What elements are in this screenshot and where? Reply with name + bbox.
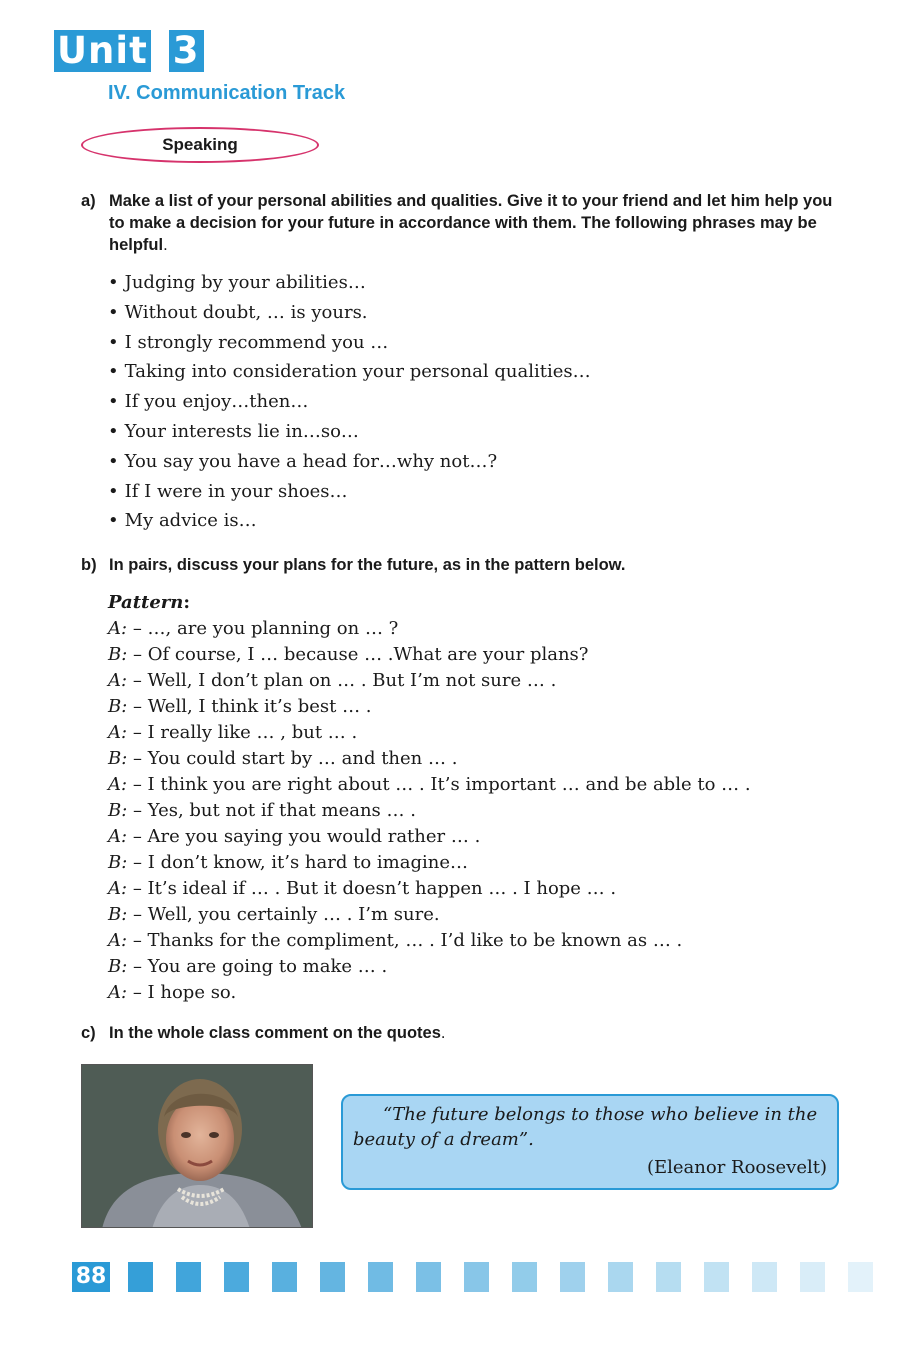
page-number: 88 — [72, 1262, 110, 1292]
dialogue-line — [108, 746, 751, 772]
decorative-square — [416, 1262, 441, 1292]
speaker-label: A: — [108, 826, 128, 847]
unit-title — [54, 30, 204, 72]
speaker-label: B: — [108, 852, 128, 873]
list-item: • Taking into consideration your personal qualities… — [108, 357, 591, 387]
dialogue-line — [108, 954, 751, 980]
speaker-label: B: — [108, 644, 128, 665]
dialogue-text: – I really like … , but … . — [132, 722, 358, 743]
quote-text: “The future belongs to those who believe in the beauty of a dream”. — [353, 1104, 818, 1150]
section-title: IV. Communication Track — [108, 82, 346, 104]
speaker-label: B: — [108, 956, 128, 977]
task-c — [81, 1022, 851, 1044]
unit-label: Unit — [54, 30, 151, 72]
task-b — [81, 554, 851, 576]
task-c-instruction-text: In the whole class comment on the quotes — [109, 1024, 441, 1042]
decorative-square — [272, 1262, 297, 1292]
dialogue-line — [108, 694, 751, 720]
dialogue-line — [108, 642, 751, 668]
dialogue-text: – Thanks for the compliment, … . I’d like to be known as … . — [132, 930, 683, 951]
pattern-dialogue — [108, 590, 751, 1006]
speaker-label: B: — [108, 904, 128, 925]
pattern-label — [108, 590, 751, 616]
dialogue-text: – I think you are right about … . It’s important … and be able to … . — [132, 774, 751, 795]
dialogue-line — [108, 720, 751, 746]
portrait-photo — [81, 1064, 313, 1228]
decorative-squares — [128, 1262, 908, 1292]
pattern-label-text: Pattern — [108, 592, 184, 613]
list-item: • If you enjoy…then… — [108, 387, 591, 417]
task-c-instruction — [109, 1022, 851, 1044]
decorative-square — [320, 1262, 345, 1292]
speaker-label: A: — [108, 618, 128, 639]
dialogue-line — [108, 928, 751, 954]
dialogue-line — [108, 902, 751, 928]
decorative-square — [224, 1262, 249, 1292]
decorative-square — [704, 1262, 729, 1292]
speaker-label: A: — [108, 774, 128, 795]
dialogue-text: – You could start by … and then … . — [133, 748, 458, 769]
task-b-letter: b) — [81, 556, 97, 574]
speaker-label: A: — [108, 670, 128, 691]
list-item: • Your interests lie in…so… — [108, 417, 591, 447]
quote-author: (Eleanor Roosevelt) — [646, 1157, 827, 1178]
decorative-square — [512, 1262, 537, 1292]
decorative-square — [560, 1262, 585, 1292]
page-footer — [72, 1262, 110, 1292]
speaker-label: B: — [108, 696, 128, 717]
task-a — [81, 190, 851, 256]
task-a-letter: a) — [81, 192, 96, 210]
task-c-instruction-end: . — [440, 1024, 446, 1042]
task-a-instruction — [109, 190, 851, 256]
dialogue-text: – Yes, but not if that means … . — [133, 800, 416, 821]
dialogue-line — [108, 616, 751, 642]
speaker-label: A: — [108, 982, 128, 1003]
decorative-square — [128, 1262, 153, 1292]
dialogue-line — [108, 876, 751, 902]
decorative-square — [464, 1262, 489, 1292]
dialogue-line — [108, 798, 751, 824]
decorative-square — [656, 1262, 681, 1292]
dialogue-line — [108, 980, 751, 1006]
decorative-square — [368, 1262, 393, 1292]
decorative-square — [608, 1262, 633, 1292]
dialogue-text: – …, are you planning on … ? — [132, 618, 399, 639]
dialogue-text: – I hope so. — [132, 982, 237, 1003]
task-c-letter: c) — [81, 1024, 96, 1042]
dialogue-text: – It’s ideal if … . But it doesn’t happen … . I hope … . — [132, 878, 617, 899]
list-item: • If I were in your shoes… — [108, 477, 591, 507]
dialogue-text: – I don’t know, it’s hard to imagine… — [133, 852, 468, 873]
phrase-list — [108, 268, 591, 536]
pattern-label-colon: : — [183, 592, 191, 613]
decorative-square — [848, 1262, 873, 1292]
dialogue-text: – Well, I don’t plan on … . But I’m not sure … . — [132, 670, 557, 691]
decorative-square — [176, 1262, 201, 1292]
speaker-label: A: — [108, 878, 128, 899]
list-item: • I strongly recommend you … — [108, 328, 591, 358]
speaking-badge — [81, 127, 319, 163]
quote-box — [341, 1094, 839, 1190]
dialogue-text: – You are going to make … . — [133, 956, 388, 977]
dialogue-text: – Of course, I … because … .What are your plans? — [133, 644, 589, 665]
speaker-label: A: — [108, 930, 128, 951]
task-a-instruction-end: . — [163, 236, 168, 254]
portrait-illustration — [82, 1065, 313, 1228]
list-item: • Judging by your abilities… — [108, 268, 591, 298]
decorative-square — [752, 1262, 777, 1292]
decorative-square — [800, 1262, 825, 1292]
speaker-label: A: — [108, 722, 128, 743]
list-item: • You say you have a head for…why not…? — [108, 447, 591, 477]
dialogue-line — [108, 824, 751, 850]
list-item: • Without doubt, … is yours. — [108, 298, 591, 328]
speaker-label: B: — [108, 800, 128, 821]
dialogue-text: – Well, you certainly … . I’m sure. — [133, 904, 440, 925]
dialogue-line — [108, 668, 751, 694]
task-a-instruction-text: Make a list of your personal abilities and qualities. Give it to your friend and let him help you to make a decision for your future in accordance with them. The following phrases may be helpful — [109, 192, 833, 254]
dialogue-text: – Well, I think it’s best … . — [133, 696, 372, 717]
dialogue-line — [108, 772, 751, 798]
speaking-badge-label: Speaking — [162, 135, 238, 154]
dialogue-line — [108, 850, 751, 876]
speaker-label: B: — [108, 748, 128, 769]
list-item: • My advice is… — [108, 506, 591, 536]
unit-number: 3 — [169, 30, 204, 72]
dialogue-text: – Are you saying you would rather … . — [132, 826, 481, 847]
task-b-instruction: In pairs, discuss your plans for the future, as in the pattern below. — [109, 556, 626, 574]
